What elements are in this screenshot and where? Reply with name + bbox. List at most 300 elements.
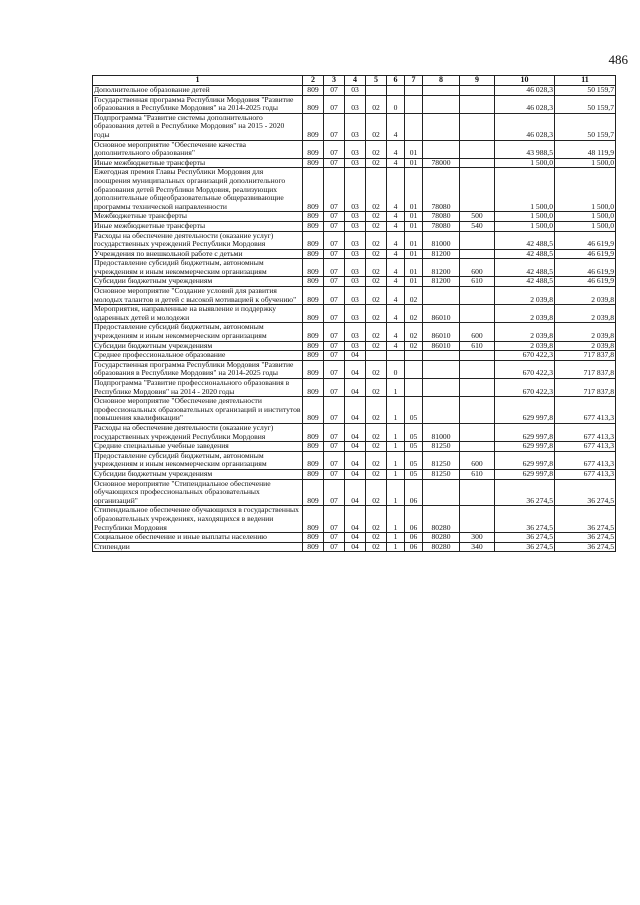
- col-header: 4: [345, 76, 366, 86]
- cell-col-7: 06: [405, 506, 423, 533]
- row-label: Мероприятия, направленные на выявление и поддержку одаренных детей и молодежи: [93, 305, 303, 323]
- cell-col-5: 02: [366, 259, 387, 277]
- cell-col-3: 07: [324, 479, 345, 506]
- cell-col-6: 4: [387, 158, 405, 168]
- cell-col-5: 02: [366, 506, 387, 533]
- cell-col-11: 2 039,8: [555, 305, 616, 323]
- cell-col-2: 809: [303, 469, 324, 479]
- row-label: Предоставление субсидий бюджетным, автономным учреждениям и иным некоммерческим организациям: [93, 259, 303, 277]
- table-row: [93, 360, 616, 378]
- cell-col-11: 36 274,5: [555, 479, 616, 506]
- cell-col-7: 05: [405, 451, 423, 469]
- cell-col-8: 81200: [423, 259, 460, 277]
- cell-col-6: 1: [387, 542, 405, 552]
- cell-col-11: 677 413,3: [555, 423, 616, 441]
- cell-col-4: 04: [345, 423, 366, 441]
- row-label: Субсидии бюджетным учреждениям: [93, 469, 303, 479]
- cell-col-10: 46 028,3: [495, 113, 555, 140]
- cell-col-11: 50 159,7: [555, 95, 616, 113]
- col-header: 11: [555, 76, 616, 86]
- cell-col-3: 07: [324, 469, 345, 479]
- cell-col-11: 2 039,8: [555, 323, 616, 341]
- cell-col-10: 42 488,5: [495, 249, 555, 259]
- table-row: [93, 212, 616, 222]
- row-label: Предоставление субсидий бюджетным, автономным учреждениям и иным некоммерческим организациям: [93, 323, 303, 341]
- cell-col-8: [423, 479, 460, 506]
- cell-col-2: 809: [303, 451, 324, 469]
- cell-col-5: 02: [366, 168, 387, 212]
- cell-col-7: 02: [405, 323, 423, 341]
- cell-col-10: 42 488,5: [495, 259, 555, 277]
- cell-col-10: 36 274,5: [495, 542, 555, 552]
- cell-col-2: 809: [303, 341, 324, 351]
- cell-col-11: 717 837,8: [555, 360, 616, 378]
- cell-col-4: 03: [345, 113, 366, 140]
- row-label: Субсидии бюджетным учреждениям: [93, 277, 303, 287]
- cell-col-2: 809: [303, 323, 324, 341]
- cell-col-9: [460, 95, 495, 113]
- table-row: [93, 533, 616, 543]
- cell-col-2: 809: [303, 479, 324, 506]
- cell-col-10: 46 028,3: [495, 86, 555, 96]
- cell-col-10: 670 422,3: [495, 360, 555, 378]
- table-row: [93, 323, 616, 341]
- cell-col-8: 81200: [423, 277, 460, 287]
- cell-col-10: 1 500,0: [495, 221, 555, 231]
- row-label: Государственная программа Республики Мордовия "Развитие образования в Республике Мордовия" на 2014-2025 годы: [93, 360, 303, 378]
- cell-col-2: 809: [303, 231, 324, 249]
- cell-col-8: [423, 113, 460, 140]
- cell-col-5: 02: [366, 542, 387, 552]
- header-row: [93, 76, 616, 86]
- cell-col-2: 809: [303, 140, 324, 158]
- row-label: Подпрограмма "Развитие системы дополнительного образования детей в Республике Мордовия" на 2015 - 2020 годы: [93, 113, 303, 140]
- row-label: Дополнительное образование детей: [93, 86, 303, 96]
- cell-col-2: 809: [303, 168, 324, 212]
- cell-col-9: 600: [460, 451, 495, 469]
- cell-col-5: 02: [366, 442, 387, 452]
- row-label: Предоставление субсидий бюджетным, автономным учреждениям и иным некоммерческим организациям: [93, 451, 303, 469]
- cell-col-5: 02: [366, 231, 387, 249]
- cell-col-7: 01: [405, 277, 423, 287]
- cell-col-4: 03: [345, 231, 366, 249]
- cell-col-6: 4: [387, 221, 405, 231]
- table-row: [93, 86, 616, 96]
- cell-col-5: [366, 86, 387, 96]
- table-body: [93, 86, 616, 552]
- cell-col-6: 1: [387, 451, 405, 469]
- cell-col-4: 04: [345, 442, 366, 452]
- table-row: [93, 379, 616, 397]
- cell-col-2: 809: [303, 397, 324, 424]
- cell-col-6: 4: [387, 287, 405, 305]
- cell-col-10: 2 039,8: [495, 305, 555, 323]
- cell-col-8: 80280: [423, 533, 460, 543]
- cell-col-3: 07: [324, 341, 345, 351]
- cell-col-8: [423, 287, 460, 305]
- cell-col-8: 80280: [423, 542, 460, 552]
- cell-col-4: 03: [345, 323, 366, 341]
- cell-col-11: 36 274,5: [555, 542, 616, 552]
- table-row: [93, 469, 616, 479]
- cell-col-3: 07: [324, 221, 345, 231]
- cell-col-11: 46 619,9: [555, 277, 616, 287]
- cell-col-11: 677 413,3: [555, 397, 616, 424]
- cell-col-10: 43 988,5: [495, 140, 555, 158]
- cell-col-7: 01: [405, 140, 423, 158]
- cell-col-3: 07: [324, 140, 345, 158]
- table-row: [93, 542, 616, 552]
- table-row: [93, 423, 616, 441]
- cell-col-3: 07: [324, 305, 345, 323]
- cell-col-3: 07: [324, 86, 345, 96]
- cell-col-6: 0: [387, 360, 405, 378]
- cell-col-8: [423, 379, 460, 397]
- cell-col-9: 610: [460, 469, 495, 479]
- cell-col-8: 81000: [423, 231, 460, 249]
- cell-col-3: 07: [324, 423, 345, 441]
- table-row: [93, 140, 616, 158]
- row-label: Учреждения по внешкольной работе с детьми: [93, 249, 303, 259]
- cell-col-5: 02: [366, 305, 387, 323]
- col-header: 8: [423, 76, 460, 86]
- row-label: Подпрограмма "Развитие профессионального образования в Республике Мордовия" на 2014 - 2020 годы: [93, 379, 303, 397]
- cell-col-3: 07: [324, 323, 345, 341]
- row-label: Основное мероприятие "Стипендиальное обеспечение обучающихся профессиональных образовательных организаций": [93, 479, 303, 506]
- row-label: Иные межбюджетные трансферты: [93, 158, 303, 168]
- cell-col-2: 809: [303, 287, 324, 305]
- table-row: [93, 168, 616, 212]
- table-row: [93, 506, 616, 533]
- cell-col-9: 500: [460, 212, 495, 222]
- cell-col-10: 670 422,3: [495, 379, 555, 397]
- cell-col-7: [405, 113, 423, 140]
- cell-col-10: 629 997,8: [495, 469, 555, 479]
- cell-col-10: 2 039,8: [495, 287, 555, 305]
- cell-col-7: 01: [405, 158, 423, 168]
- cell-col-9: 600: [460, 323, 495, 341]
- cell-col-8: 81250: [423, 451, 460, 469]
- row-label: Расходы на обеспечение деятельности (оказание услуг) государственных учреждений Республики Мордовия: [93, 423, 303, 441]
- cell-col-3: 07: [324, 259, 345, 277]
- cell-col-6: 4: [387, 140, 405, 158]
- cell-col-6: 1: [387, 423, 405, 441]
- cell-col-7: 05: [405, 423, 423, 441]
- row-label: Средние специальные учебные заведения: [93, 442, 303, 452]
- cell-col-8: 78080: [423, 221, 460, 231]
- cell-col-3: 07: [324, 212, 345, 222]
- cell-col-8: [423, 397, 460, 424]
- cell-col-6: [387, 351, 405, 361]
- cell-col-11: 46 619,9: [555, 259, 616, 277]
- cell-col-8: 80280: [423, 506, 460, 533]
- cell-col-11: 2 039,8: [555, 341, 616, 351]
- cell-col-4: 03: [345, 277, 366, 287]
- cell-col-5: 02: [366, 451, 387, 469]
- cell-col-6: 1: [387, 397, 405, 424]
- cell-col-3: 07: [324, 360, 345, 378]
- cell-col-5: 02: [366, 113, 387, 140]
- cell-col-11: 677 413,3: [555, 451, 616, 469]
- cell-col-7: 02: [405, 305, 423, 323]
- cell-col-4: 04: [345, 479, 366, 506]
- cell-col-9: [460, 158, 495, 168]
- cell-col-5: 02: [366, 341, 387, 351]
- cell-col-6: 4: [387, 341, 405, 351]
- cell-col-7: [405, 360, 423, 378]
- cell-col-5: 02: [366, 423, 387, 441]
- cell-col-9: [460, 360, 495, 378]
- row-label: Ежегодная премия Главы Республики Мордовия для поощрения муниципальных организаций дополнительного образования детей Республики Мордовия, реализующих дополнительные общеобразовательные общеразвивающие программы технической направленности: [93, 168, 303, 212]
- cell-col-5: [366, 351, 387, 361]
- cell-col-6: 4: [387, 277, 405, 287]
- cell-col-4: 04: [345, 542, 366, 552]
- cell-col-6: 1: [387, 479, 405, 506]
- cell-col-5: 02: [366, 479, 387, 506]
- cell-col-2: 809: [303, 259, 324, 277]
- row-label: Расходы на обеспечение деятельности (оказание услуг) государственных учреждений Республики Мордовия: [93, 231, 303, 249]
- table-row: [93, 305, 616, 323]
- cell-col-6: 4: [387, 305, 405, 323]
- cell-col-8: [423, 140, 460, 158]
- cell-col-4: 04: [345, 451, 366, 469]
- cell-col-3: 07: [324, 287, 345, 305]
- col-header: 5: [366, 76, 387, 86]
- cell-col-10: 36 274,5: [495, 533, 555, 543]
- cell-col-4: 04: [345, 379, 366, 397]
- cell-col-9: [460, 351, 495, 361]
- cell-col-4: 03: [345, 259, 366, 277]
- cell-col-8: [423, 351, 460, 361]
- cell-col-10: 2 039,8: [495, 323, 555, 341]
- cell-col-10: 36 274,5: [495, 506, 555, 533]
- cell-col-9: [460, 305, 495, 323]
- cell-col-6: 1: [387, 533, 405, 543]
- row-label: Государственная программа Республики Мордовия "Развитие образования в Республике Мордовия" на 2014-2025 годы: [93, 95, 303, 113]
- cell-col-5: 02: [366, 533, 387, 543]
- cell-col-4: 03: [345, 158, 366, 168]
- cell-col-11: 677 413,3: [555, 469, 616, 479]
- cell-col-11: 1 500,0: [555, 212, 616, 222]
- table-row: [93, 451, 616, 469]
- cell-col-10: 629 997,8: [495, 451, 555, 469]
- cell-col-8: 78000: [423, 158, 460, 168]
- cell-col-9: [460, 379, 495, 397]
- cell-col-9: [460, 140, 495, 158]
- budget-table: [92, 75, 616, 552]
- cell-col-11: 36 274,5: [555, 506, 616, 533]
- cell-col-11: 717 837,8: [555, 379, 616, 397]
- cell-col-4: 04: [345, 533, 366, 543]
- table-row: [93, 249, 616, 259]
- cell-col-5: 02: [366, 287, 387, 305]
- table-row: [93, 341, 616, 351]
- cell-col-9: [460, 287, 495, 305]
- cell-col-8: [423, 360, 460, 378]
- cell-col-9: [460, 113, 495, 140]
- cell-col-3: 07: [324, 249, 345, 259]
- cell-col-11: 1 500,0: [555, 221, 616, 231]
- table-row: [93, 442, 616, 452]
- cell-col-5: 02: [366, 277, 387, 287]
- cell-col-8: 78080: [423, 212, 460, 222]
- cell-col-3: 07: [324, 506, 345, 533]
- cell-col-7: 06: [405, 533, 423, 543]
- cell-col-9: 300: [460, 533, 495, 543]
- cell-col-9: [460, 168, 495, 212]
- table-row: [93, 351, 616, 361]
- cell-col-8: 86010: [423, 305, 460, 323]
- col-header: 1: [93, 76, 303, 86]
- cell-col-7: 01: [405, 259, 423, 277]
- cell-col-5: 02: [366, 140, 387, 158]
- row-label: Стипендиальное обеспечение обучающихся в государственных образовательных учреждениях, находящихся в ведении Республики Мордовия: [93, 506, 303, 533]
- cell-col-5: 02: [366, 397, 387, 424]
- cell-col-2: 809: [303, 212, 324, 222]
- cell-col-5: 02: [366, 360, 387, 378]
- cell-col-10: 1 500,0: [495, 168, 555, 212]
- cell-col-8: 81200: [423, 249, 460, 259]
- cell-col-7: [405, 95, 423, 113]
- cell-col-2: 809: [303, 423, 324, 441]
- cell-col-9: [460, 231, 495, 249]
- row-label: Основное мероприятие "Обеспечение качества дополнительного образования": [93, 140, 303, 158]
- col-header: 2: [303, 76, 324, 86]
- cell-col-2: 809: [303, 158, 324, 168]
- cell-col-4: 03: [345, 86, 366, 96]
- cell-col-9: 540: [460, 221, 495, 231]
- cell-col-3: 07: [324, 95, 345, 113]
- cell-col-4: 04: [345, 506, 366, 533]
- cell-col-4: 03: [345, 341, 366, 351]
- cell-col-10: 670 422,3: [495, 351, 555, 361]
- cell-col-4: 03: [345, 140, 366, 158]
- cell-col-6: 4: [387, 259, 405, 277]
- cell-col-6: 4: [387, 323, 405, 341]
- cell-col-10: 42 488,5: [495, 277, 555, 287]
- cell-col-7: 05: [405, 469, 423, 479]
- cell-col-3: 07: [324, 277, 345, 287]
- table-row: [93, 397, 616, 424]
- cell-col-8: 81250: [423, 442, 460, 452]
- page-number: 486: [608, 52, 628, 67]
- cell-col-7: 01: [405, 231, 423, 249]
- cell-col-9: 610: [460, 277, 495, 287]
- table-row: [93, 158, 616, 168]
- cell-col-7: 02: [405, 287, 423, 305]
- cell-col-11: 50 159,7: [555, 86, 616, 96]
- cell-col-3: 07: [324, 231, 345, 249]
- cell-col-7: [405, 86, 423, 96]
- cell-col-2: 809: [303, 351, 324, 361]
- cell-col-7: 01: [405, 212, 423, 222]
- cell-col-5: 02: [366, 469, 387, 479]
- cell-col-6: [387, 86, 405, 96]
- cell-col-7: 01: [405, 221, 423, 231]
- table-row: [93, 277, 616, 287]
- row-label: Межбюджетные трансферты: [93, 212, 303, 222]
- cell-col-2: 809: [303, 506, 324, 533]
- cell-col-6: 4: [387, 212, 405, 222]
- cell-col-2: 809: [303, 221, 324, 231]
- cell-col-11: 46 619,9: [555, 231, 616, 249]
- cell-col-11: 717 837,8: [555, 351, 616, 361]
- cell-col-6: 1: [387, 379, 405, 397]
- cell-col-4: 03: [345, 221, 366, 231]
- cell-col-5: 02: [366, 212, 387, 222]
- cell-col-2: 809: [303, 533, 324, 543]
- cell-col-3: 07: [324, 533, 345, 543]
- cell-col-8: 78080: [423, 168, 460, 212]
- col-header: 6: [387, 76, 405, 86]
- cell-col-2: 809: [303, 542, 324, 552]
- col-header: 10: [495, 76, 555, 86]
- row-label: Социальное обеспечение и иные выплаты населению: [93, 533, 303, 543]
- cell-col-9: [460, 423, 495, 441]
- cell-col-4: 03: [345, 305, 366, 323]
- cell-col-10: 36 274,5: [495, 479, 555, 506]
- cell-col-4: 04: [345, 351, 366, 361]
- cell-col-6: 4: [387, 249, 405, 259]
- cell-col-3: 07: [324, 158, 345, 168]
- cell-col-3: 07: [324, 113, 345, 140]
- cell-col-7: [405, 351, 423, 361]
- cell-col-2: 809: [303, 442, 324, 452]
- cell-col-9: 600: [460, 259, 495, 277]
- cell-col-3: 07: [324, 379, 345, 397]
- cell-col-10: 629 997,8: [495, 397, 555, 424]
- cell-col-3: 07: [324, 397, 345, 424]
- row-label: Стипендии: [93, 542, 303, 552]
- cell-col-11: 1 500,0: [555, 158, 616, 168]
- cell-col-9: [460, 506, 495, 533]
- cell-col-11: 1 500,0: [555, 168, 616, 212]
- table-row: [93, 259, 616, 277]
- cell-col-8: 86010: [423, 341, 460, 351]
- cell-col-11: 46 619,9: [555, 249, 616, 259]
- cell-col-9: [460, 249, 495, 259]
- cell-col-11: 2 039,8: [555, 287, 616, 305]
- cell-col-3: 07: [324, 542, 345, 552]
- cell-col-7: 05: [405, 397, 423, 424]
- col-header: 9: [460, 76, 495, 86]
- cell-col-4: 03: [345, 95, 366, 113]
- cell-col-2: 809: [303, 305, 324, 323]
- cell-col-11: 50 159,7: [555, 113, 616, 140]
- cell-col-7: 02: [405, 341, 423, 351]
- cell-col-10: 629 997,8: [495, 423, 555, 441]
- col-header: 7: [405, 76, 423, 86]
- cell-col-7: 06: [405, 479, 423, 506]
- cell-col-10: 629 997,8: [495, 442, 555, 452]
- cell-col-5: 02: [366, 221, 387, 231]
- row-label: Иные межбюджетные трансферты: [93, 221, 303, 231]
- row-label: Основное мероприятие "Создание условий для развития молодых талантов и детей с высокой мотивацией к обучению": [93, 287, 303, 305]
- cell-col-10: 1 500,0: [495, 212, 555, 222]
- cell-col-3: 07: [324, 451, 345, 469]
- cell-col-11: 36 274,5: [555, 533, 616, 543]
- cell-col-2: 809: [303, 113, 324, 140]
- row-label: Основное мероприятие "Обеспечение деятельности профессиональных образовательных организаций и институтов повышения квалификации": [94, 396, 301, 423]
- cell-col-9: [460, 479, 495, 506]
- cell-col-4: 03: [345, 287, 366, 305]
- cell-col-4: 03: [345, 212, 366, 222]
- cell-col-9: [460, 442, 495, 452]
- cell-col-8: 81250: [423, 469, 460, 479]
- cell-col-4: 03: [345, 168, 366, 212]
- cell-col-9: [460, 397, 495, 424]
- cell-col-5: 02: [366, 158, 387, 168]
